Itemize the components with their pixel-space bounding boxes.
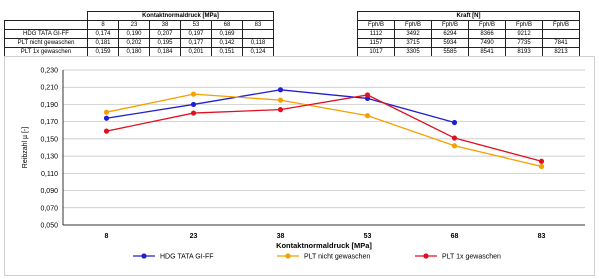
- data-point: [278, 98, 283, 103]
- data-point: [539, 164, 544, 169]
- data-point: [191, 92, 196, 97]
- y-tick-label: 0,110: [41, 170, 58, 178]
- table-cell: 0,190: [119, 30, 150, 39]
- table-cell: 6294: [432, 30, 469, 39]
- table-cell: 8213: [543, 48, 580, 57]
- column-header: 8: [88, 21, 119, 30]
- series-line: [107, 94, 542, 166]
- table-cell: 0,118: [243, 39, 274, 48]
- table-cell: 1112: [358, 30, 395, 39]
- table-cell: 8193: [506, 48, 543, 57]
- data-point: [365, 113, 370, 118]
- x-tick-label: 38: [276, 233, 285, 240]
- y-tick-label: 0,230: [40, 67, 58, 75]
- row-label: HDG TATA GI-FF: [5, 30, 88, 39]
- table-cell: 0,195: [150, 39, 181, 48]
- y-tick-label: 0,070: [40, 205, 58, 213]
- x-tick-label: 83: [537, 233, 546, 240]
- data-point: [104, 110, 109, 115]
- x-axis-label: Kontaktnormaldruck [MPa]: [276, 241, 372, 250]
- column-header: Fph/B: [506, 21, 543, 30]
- table-cell: 0,181: [88, 39, 119, 48]
- data-point: [539, 159, 544, 164]
- table-cell: 5585: [432, 48, 469, 57]
- table-cell: 0,197: [181, 30, 212, 39]
- column-header: Fph/B: [432, 21, 469, 30]
- legend-swatch-marker: [141, 253, 146, 258]
- table-header: Kontaktnormaldruck [MPa]: [88, 12, 274, 21]
- table-cell: 9212: [506, 30, 543, 39]
- y-tick-label: 0,150: [40, 136, 58, 144]
- y-tick-label: 0,190: [40, 101, 58, 109]
- data-point: [104, 129, 109, 134]
- y-tick-label: 0,210: [40, 84, 58, 92]
- table-cell: 0,151: [212, 48, 243, 57]
- data-point: [104, 116, 109, 121]
- series-line: [107, 90, 455, 123]
- x-tick-label: 8: [104, 233, 109, 240]
- column-header: Fph/B: [469, 21, 506, 30]
- data-point: [452, 135, 457, 140]
- data-point: [278, 87, 283, 92]
- table-cell: [243, 30, 274, 39]
- table-cell: 0,184: [150, 48, 181, 57]
- legend-swatch-marker: [423, 253, 428, 258]
- column-header: Fph/B: [543, 21, 580, 30]
- table-cell: 8541: [469, 48, 506, 57]
- table-cell: 1017: [358, 48, 395, 57]
- table-cell: 0,174: [88, 30, 119, 39]
- data-point: [452, 120, 457, 125]
- chart-container: [4, 56, 595, 276]
- column-header: 53: [181, 21, 212, 30]
- column-header: 23: [119, 21, 150, 30]
- table-row: [358, 39, 580, 48]
- column-header: 68: [212, 21, 243, 30]
- y-tick-label: 0,090: [40, 188, 58, 196]
- table-row: [5, 39, 274, 48]
- table-cell: [543, 30, 580, 39]
- legend-label: HDG TATA GI-FF: [160, 253, 214, 261]
- table-cell: 7841: [543, 39, 580, 48]
- table-cell: 0,159: [88, 48, 119, 57]
- table-cell: 8366: [469, 30, 506, 39]
- x-tick-label: 23: [189, 233, 198, 240]
- table-cell: 5934: [432, 39, 469, 48]
- data-table-kontaktnormaldruck: [4, 11, 274, 57]
- table-cell: 0,169: [212, 30, 243, 39]
- table-header: Kraft [N]: [358, 12, 580, 21]
- data-point: [191, 110, 196, 115]
- column-header: 83: [243, 21, 274, 30]
- table-cell: 0,180: [119, 48, 150, 57]
- x-tick-label: 53: [363, 233, 372, 240]
- table-cell: 0,142: [212, 39, 243, 48]
- table-cell: 3715: [395, 39, 432, 48]
- row-label: PLT nicht gewaschen: [5, 39, 88, 48]
- table-cell: 1157: [358, 39, 395, 48]
- column-header: Fph/B: [395, 21, 432, 30]
- table-cell: 0,207: [150, 30, 181, 39]
- table-cell: 0,202: [119, 39, 150, 48]
- legend-label: PLT 1x gewaschen: [442, 253, 501, 261]
- line-chart: [5, 57, 596, 277]
- y-tick-label: 0,050: [40, 222, 58, 230]
- data-point: [452, 143, 457, 148]
- table-cell: 7490: [469, 39, 506, 48]
- data-table-kraft: [357, 11, 580, 57]
- data-point: [278, 107, 283, 112]
- data-point: [191, 102, 196, 107]
- table-row: [5, 30, 274, 39]
- legend-swatch-marker: [285, 253, 290, 258]
- data-point: [365, 92, 370, 97]
- table-cell: 0,124: [243, 48, 274, 57]
- column-header: Fph/B: [358, 21, 395, 30]
- table-cell: 0,201: [181, 48, 212, 57]
- y-tick-label: 0,170: [40, 119, 58, 127]
- column-header: 38: [150, 21, 181, 30]
- table-row: [358, 30, 580, 39]
- table-cell: 0,177: [181, 39, 212, 48]
- x-tick-label: 68: [450, 233, 459, 240]
- legend-label: PLT nicht gewaschen: [304, 253, 371, 261]
- table-cell: 3305: [395, 48, 432, 57]
- row-label: PLT 1x gewaschen: [5, 48, 88, 57]
- y-tick-label: 0,130: [40, 153, 58, 161]
- table-cell: 7735: [506, 39, 543, 48]
- table-cell: 3492: [395, 30, 432, 39]
- y-axis-label: Reibzahl µ [-]: [22, 126, 29, 169]
